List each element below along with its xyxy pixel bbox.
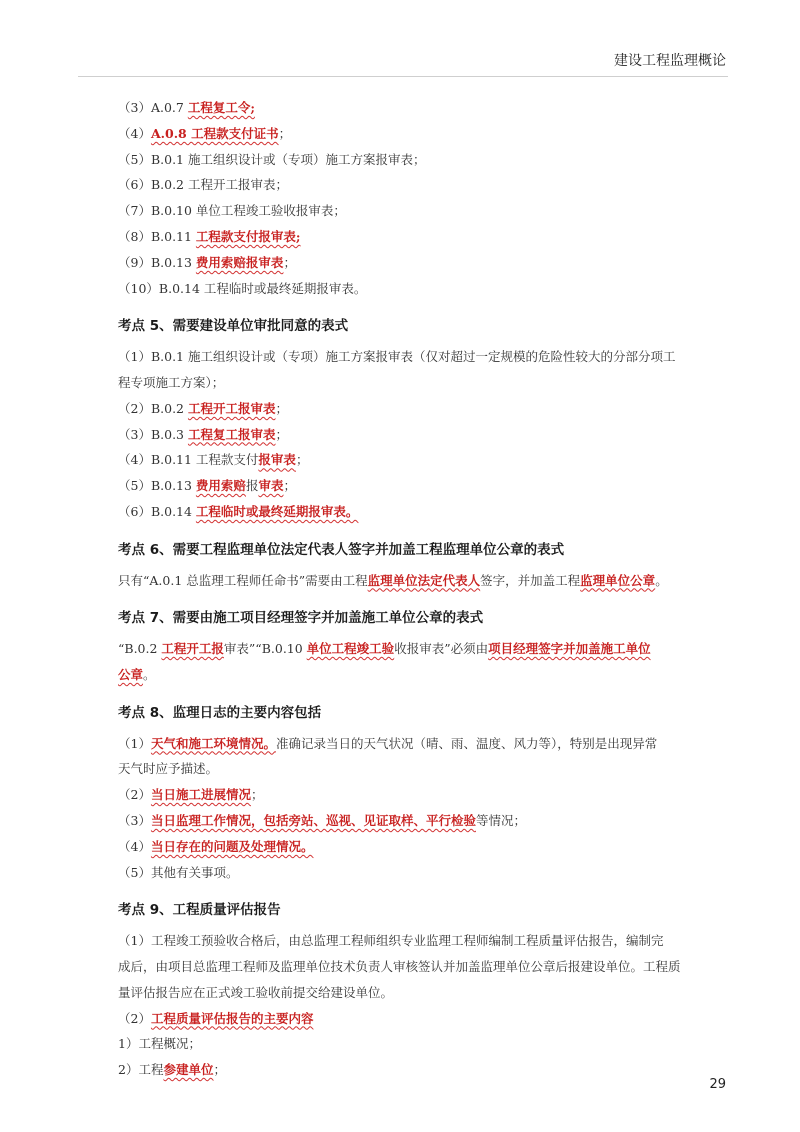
highlighted-text: 当日监理工作情况，包括旁站、巡视、见证取样、平行检验 <box>150 813 476 828</box>
highlighted-text: 工程复工令; <box>187 100 255 115</box>
text-run: （3） <box>118 813 151 828</box>
highlighted-text: A.0.8 工程款支付证书 <box>150 125 279 141</box>
list-item <box>118 957 728 977</box>
highlighted-text: 工程临时或最终延期报审表。 <box>195 504 359 519</box>
text-run: 天气时应予描述。 <box>118 761 219 777</box>
text-run: （1） <box>118 735 151 751</box>
list-item <box>118 665 728 685</box>
text-run: （5）其他有关事项。 <box>118 864 239 880</box>
list-item <box>118 1060 728 1080</box>
list-item <box>118 175 728 195</box>
text-run: 等情况； <box>475 813 526 828</box>
text-run: ； <box>283 478 296 494</box>
text-run: （1）B.0.1 施工组织设计或（专项）施工方案报审表（仅对超过一定规模的危险性较大的分部分项工 <box>118 349 676 365</box>
list-item <box>118 399 728 419</box>
list-item <box>118 227 728 247</box>
highlighted-text: 费用索赔报审表 <box>195 254 284 270</box>
text-run: （9）B.0.13 <box>118 254 196 270</box>
text-run: （4） <box>118 838 151 854</box>
text-run: （7）B.0.10 单位工程竣工验收报审表； <box>118 203 346 219</box>
list-item <box>118 785 728 805</box>
highlighted-text: 单位工程竣工验 <box>306 641 395 657</box>
list-item <box>118 931 728 951</box>
text-run: 只有“A.0.1 总监理工程师任命书”需要由工程 <box>118 572 368 588</box>
highlighted-text: 项目经理签字并加盖施工单位 <box>488 641 651 657</box>
text-run: ； <box>275 400 288 416</box>
list-item <box>118 347 728 367</box>
highlighted-text: 工程开工报审表 <box>187 400 276 416</box>
text-run: （6）B.0.14 <box>118 504 196 519</box>
text-run: ； <box>278 125 292 141</box>
list-item <box>118 98 728 118</box>
section-heading: 考点 9、工程质量评估报告 <box>118 902 281 919</box>
list-item <box>118 1009 728 1029</box>
list-item <box>118 124 728 144</box>
header-rule <box>78 76 728 77</box>
text-run: 成后，由项目总监理工程师及监理单位技术负责人审核签认并加盖监理单位公章后报建设单位。工程质 <box>118 959 681 974</box>
list-item <box>118 425 728 445</box>
text-run: （1）工程竣工预验收合格后，由总监理工程师组织专业监理工程师编制工程质量评估报告，编制完 <box>118 933 664 949</box>
highlighted-text: 费用索赔 <box>195 478 246 494</box>
list-item <box>118 571 728 591</box>
text-run: 签字，并加盖工程 <box>480 572 581 588</box>
list-item <box>118 373 728 393</box>
text-run: （5）B.0.1 施工组织设计或（专项）施工方案报审表； <box>118 151 426 167</box>
highlighted-text: 工程复工报审表 <box>187 426 276 442</box>
highlighted-text: 审表 <box>258 478 284 494</box>
section-heading: 考点 7、需要由施工项目经理签字并加盖施工单位公章的表式 <box>118 610 484 627</box>
text-run: （5）B.0.13 <box>118 478 196 494</box>
highlighted-text: 工程款支付报审表; <box>195 229 301 244</box>
list-item <box>118 863 728 883</box>
text-run: 程专项施工方案）； <box>118 375 225 390</box>
text-run: （2） <box>118 787 151 803</box>
list-item <box>118 983 728 1003</box>
list-item <box>118 450 728 470</box>
text-run: （3）B.0.3 <box>118 426 188 442</box>
page-number: 29 <box>709 1077 726 1092</box>
text-run: “B.0.2 <box>118 641 162 657</box>
section-heading: 考点 6、需要工程监理单位法定代表人签字并加盖工程监理单位公章的表式 <box>118 541 565 558</box>
text-run: （2） <box>118 1010 151 1026</box>
list-item <box>118 150 728 170</box>
list-item <box>118 201 728 221</box>
text-run: 准确记录当日的天气状况（晴、雨、温度、风力等），特别是出现异常 <box>275 735 658 751</box>
list-item <box>118 811 728 831</box>
text-run: （8）B.0.11 <box>118 229 196 244</box>
list-item <box>118 837 728 857</box>
list-item <box>118 502 728 522</box>
text-run: 。 <box>655 572 668 588</box>
highlighted-text: 监理单位公章 <box>580 572 656 588</box>
highlighted-text: 当日施工进展情况 <box>150 787 251 803</box>
highlighted-text: 工程开工报 <box>161 641 224 657</box>
list-item <box>118 279 728 299</box>
section-heading: 考点 8、监理日志的主要内容包括 <box>118 704 322 721</box>
text-run: ； <box>295 452 309 468</box>
text-run: 1）工程概况； <box>118 1036 201 1052</box>
highlighted-text: 天气和施工环境情况。 <box>150 735 276 751</box>
highlighted-text: 当日存在的问题及处理情况。 <box>150 838 314 854</box>
text-run: 。 <box>143 667 156 682</box>
text-run: （6）B.0.2 工程开工报审表； <box>118 177 288 193</box>
running-header: 建设工程监理概论 <box>614 53 726 69</box>
text-run: 报 <box>245 478 259 494</box>
text-run: 收报审表”必须由 <box>394 641 489 657</box>
highlighted-text: 报审表 <box>258 452 296 468</box>
text-run: ； <box>250 787 264 803</box>
text-run: （10）B.0.14 工程临时或最终延期报审表。 <box>118 280 367 296</box>
list-item <box>118 734 728 754</box>
text-run: （4） <box>118 125 151 141</box>
list-item <box>118 639 728 659</box>
text-run: （2）B.0.2 <box>118 400 188 416</box>
text-run: （4）B.0.11 工程款支付 <box>118 452 259 468</box>
text-run: 审表”“B.0.10 <box>223 641 307 657</box>
highlighted-text: 参建单位 <box>163 1062 214 1078</box>
text-run: 2）工程 <box>118 1062 164 1078</box>
highlighted-text: 监理单位法定代表人 <box>367 572 481 588</box>
text-run: ； <box>275 426 288 442</box>
list-item <box>118 476 728 496</box>
section-heading: 考点 5、需要建设单位审批同意的表式 <box>118 318 349 335</box>
list-item <box>118 253 728 273</box>
list-item <box>118 759 728 779</box>
list-item <box>118 1034 728 1054</box>
text-run: ； <box>213 1062 226 1078</box>
text-run: ； <box>283 254 296 270</box>
text-run: （3）A.0.7 <box>118 100 188 115</box>
highlighted-text: 工程质量评估报告的主要内容 <box>150 1010 314 1026</box>
highlighted-text: 公章 <box>118 667 144 682</box>
text-run: 量评估报告应在正式竣工验收前提交给建设单位。 <box>118 984 394 1000</box>
